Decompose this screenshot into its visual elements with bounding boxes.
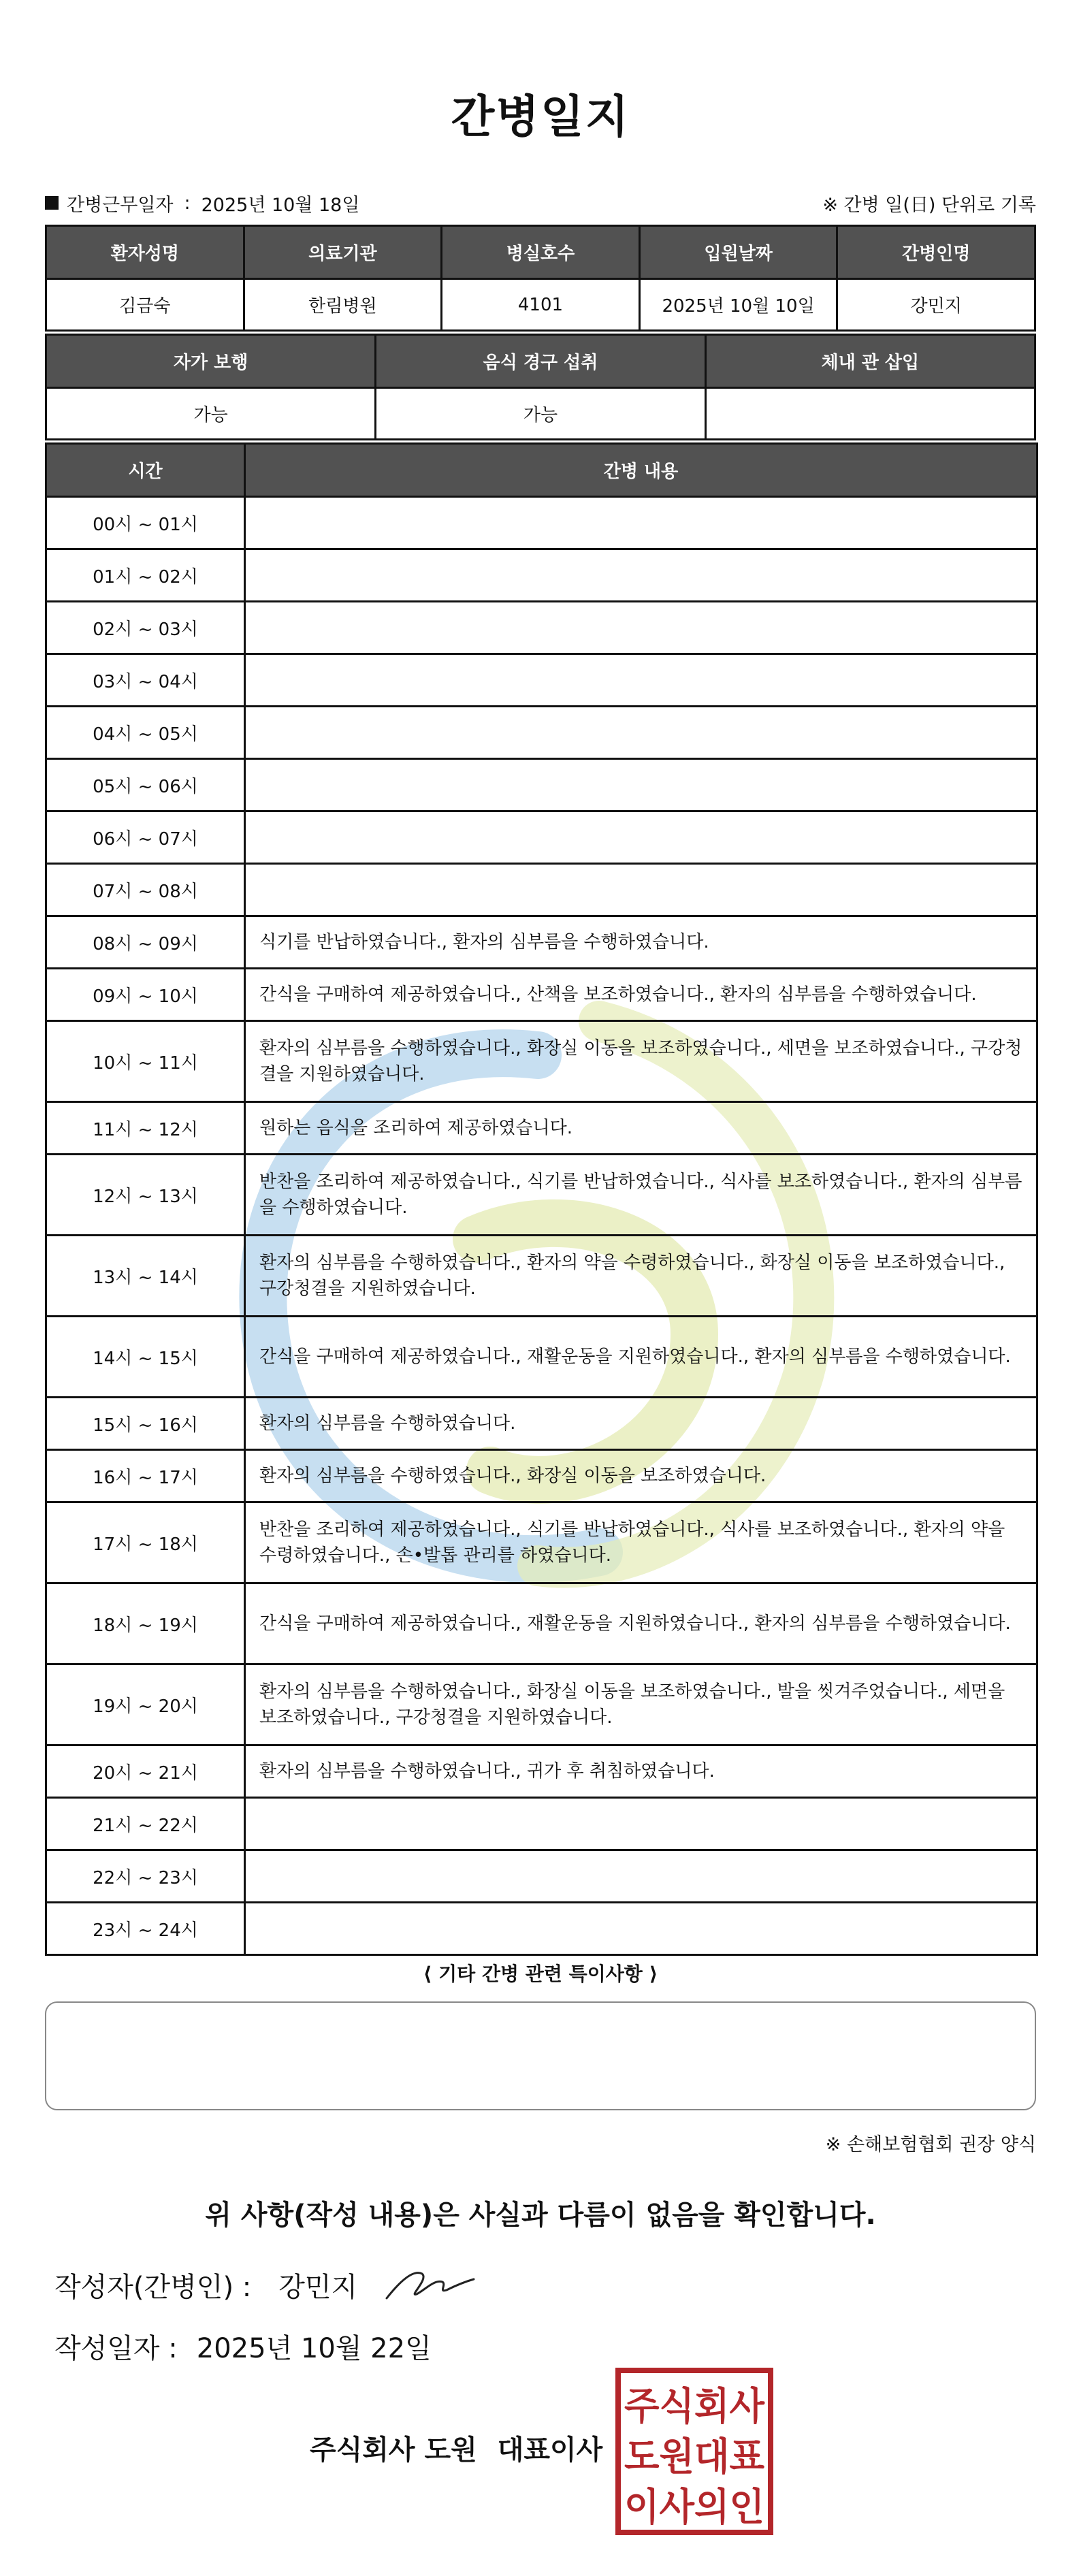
log-time: 23시 ~ 24시 <box>46 1903 245 1955</box>
table-row <box>46 1903 1037 1955</box>
log-time: 18시 ~ 19시 <box>46 1583 245 1664</box>
seal-line-3: 이사의인 <box>624 2485 764 2530</box>
written-date-row <box>54 2327 432 2366</box>
table-row <box>46 811 1037 864</box>
tube-insertion-value <box>705 388 1035 440</box>
table-row <box>46 1155 1037 1236</box>
confirmation-statement: 위 사항(작성 내용)은 사실과 다름이 없음을 확인합니다. <box>205 2200 876 2231</box>
care-log-table <box>45 442 1038 1956</box>
log-time: 00시 ~ 01시 <box>46 497 245 549</box>
table-row <box>46 1745 1037 1798</box>
table-row <box>46 1398 1037 1450</box>
written-date-label: 작성일자 : <box>54 2333 178 2364</box>
log-content[interactable]: 간식을 구매하여 제공하였습니다., 재활운동을 지원하였습니다., 환자의 심부름을 수행하였습니다. <box>245 1583 1037 1664</box>
log-time: 17시 ~ 18시 <box>46 1502 245 1583</box>
log-content[interactable] <box>245 1850 1037 1903</box>
self-walking-value: 가능 <box>46 388 376 440</box>
log-content[interactable] <box>245 654 1037 707</box>
log-time: 15시 ~ 16시 <box>46 1398 245 1450</box>
header-oral-intake: 음식 경구 섭취 <box>376 335 705 388</box>
company-representative: 대표이사 <box>497 2434 603 2466</box>
table-row <box>46 1317 1037 1398</box>
log-time: 07시 ~ 08시 <box>46 864 245 916</box>
care-date-value: 2025년 10월 18일 <box>201 194 360 216</box>
log-time: 21시 ~ 22시 <box>46 1798 245 1850</box>
oral-intake-value: 가능 <box>376 388 705 440</box>
log-time: 16시 ~ 17시 <box>46 1450 245 1502</box>
header-room: 병실호수 <box>442 226 640 279</box>
header-self-walking: 자가 보행 <box>46 335 376 388</box>
log-time: 06시 ~ 07시 <box>46 811 245 864</box>
log-content[interactable]: 환자의 심부름을 수행하였습니다., 환자의 약을 수령하였습니다., 화장실 이동을 보조하였습니다., 구강청결을 지원하였습니다. <box>245 1236 1037 1317</box>
log-time: 01시 ~ 02시 <box>46 549 245 602</box>
table-row <box>46 549 1037 602</box>
log-time: 08시 ~ 09시 <box>46 916 245 969</box>
log-time: 10시 ~ 11시 <box>46 1021 245 1102</box>
log-content[interactable]: 환자의 심부름을 수행하였습니다., 화장실 이동을 보조하였습니다., 세면을 보조하였습니다., 구강청결을 지원하였습니다. <box>245 1021 1037 1102</box>
company-signature <box>310 2428 602 2467</box>
institution: 한림병원 <box>244 279 442 331</box>
table-row <box>46 969 1037 1021</box>
log-content[interactable] <box>245 707 1037 759</box>
log-time: 11시 ~ 12시 <box>46 1102 245 1155</box>
table-row <box>46 1664 1037 1745</box>
log-time: 22시 ~ 23시 <box>46 1850 245 1903</box>
log-content[interactable]: 환자의 심부름을 수행하였습니다., 화장실 이동을 보조하였습니다. <box>245 1450 1037 1502</box>
log-time: 05시 ~ 06시 <box>46 759 245 811</box>
log-content[interactable] <box>245 602 1037 654</box>
header-institution: 의료기관 <box>244 226 442 279</box>
header-caregiver: 간병인명 <box>837 226 1035 279</box>
log-content[interactable]: 반찬을 조리하여 제공하였습니다., 식기를 반납하였습니다., 식사를 보조하였습니다., 환자의 약을 수령하였습니다., 손•발톱 관리를 하였습니다. <box>245 1502 1037 1583</box>
room-number: 4101 <box>442 279 640 331</box>
ability-table <box>45 334 1036 440</box>
writer-row <box>54 2266 357 2304</box>
log-time: 04시 ~ 05시 <box>46 707 245 759</box>
log-content[interactable] <box>245 1798 1037 1850</box>
log-content[interactable] <box>245 864 1037 916</box>
header-tube-insertion: 체내 관 삽입 <box>705 335 1035 388</box>
table-row <box>46 1583 1037 1664</box>
header-patient-name: 환자성명 <box>46 226 244 279</box>
care-date-colon: : <box>184 192 191 214</box>
log-content[interactable] <box>245 1903 1037 1955</box>
log-time: 19시 ~ 20시 <box>46 1664 245 1745</box>
log-time: 12시 ~ 13시 <box>46 1155 245 1236</box>
log-content[interactable] <box>245 497 1037 549</box>
seal-line-1: 주식회사 <box>624 2385 765 2429</box>
log-content[interactable] <box>245 549 1037 602</box>
table-row <box>46 654 1037 707</box>
table-row <box>46 707 1037 759</box>
log-content[interactable]: 환자의 심부름을 수행하였습니다. <box>245 1398 1037 1450</box>
header-care-content: 간병 내용 <box>245 444 1037 497</box>
table-row <box>46 1102 1037 1155</box>
table-row <box>46 864 1037 916</box>
writer-name: 강민지 <box>278 2272 358 2303</box>
caregiver-name: 강민지 <box>837 279 1035 331</box>
header-admission-date: 입원날짜 <box>639 226 837 279</box>
log-content[interactable]: 원하는 음식을 조리하여 제공하였습니다. <box>245 1102 1037 1155</box>
writer-label: 작성자(간병인) : <box>54 2272 252 2303</box>
table-row <box>46 497 1037 549</box>
log-content[interactable]: 환자의 심부름을 수행하였습니다., 귀가 후 취침하였습니다. <box>245 1745 1037 1798</box>
square-bullet-icon <box>45 196 59 210</box>
company-name: 주식회사 도원 <box>310 2434 477 2466</box>
meta-row <box>45 189 1036 216</box>
care-date <box>45 190 359 216</box>
log-time: 09시 ~ 10시 <box>46 969 245 1021</box>
log-content[interactable] <box>245 759 1037 811</box>
signature <box>381 2259 477 2306</box>
recommend-note: ※ 손해보험협회 권장 양식 <box>825 2134 1036 2155</box>
remarks-title: ⟨ 기타 간병 관련 특이사항 ⟩ <box>423 1963 658 1985</box>
log-content[interactable]: 반찬을 조리하여 제공하였습니다., 식기를 반납하였습니다., 식사를 보조하였습니다., 환자의 심부름을 수행하였습니다. <box>245 1155 1037 1236</box>
log-content[interactable] <box>245 811 1037 864</box>
seal-line-2: 도원대표 <box>624 2435 764 2479</box>
header-time: 시간 <box>46 444 245 497</box>
log-content[interactable]: 간식을 구매하여 제공하였습니다., 재활운동을 지원하였습니다., 환자의 심부름을 수행하였습니다. <box>245 1317 1037 1398</box>
written-date-value: 2025년 10월 22일 <box>196 2333 432 2364</box>
log-time: 20시 ~ 21시 <box>46 1745 245 1798</box>
table-row <box>46 1798 1037 1850</box>
patient-table <box>45 225 1036 332</box>
remarks-box[interactable] <box>45 2001 1036 2110</box>
log-time: 03시 ~ 04시 <box>46 654 245 707</box>
log-time: 13시 ~ 14시 <box>46 1236 245 1317</box>
table-row <box>46 1850 1037 1903</box>
log-content[interactable]: 환자의 심부름을 수행하였습니다., 화장실 이동을 보조하였습니다., 발을 씻겨주었습니다., 세면을 보조하였습니다., 구강청결을 지원하였습니다. <box>245 1664 1037 1745</box>
log-time: 14시 ~ 15시 <box>46 1317 245 1398</box>
care-date-label: 간병근무일자 <box>67 194 174 216</box>
admission-date: 2025년 10월 10일 <box>639 279 837 331</box>
unit-note: ※ 간병 일(日) 단위로 기록 <box>822 194 1036 216</box>
table-row <box>46 602 1037 654</box>
log-content[interactable]: 간식을 구매하여 제공하였습니다., 산책을 보조하였습니다., 환자의 심부름을 수행하였습니다. <box>245 969 1037 1021</box>
table-row <box>46 1236 1037 1317</box>
table-row <box>46 1450 1037 1502</box>
table-row <box>46 1021 1037 1102</box>
table-row <box>46 1502 1037 1583</box>
company-seal <box>614 2366 775 2537</box>
page-title: 간병일지 <box>451 91 630 143</box>
table-row <box>46 916 1037 969</box>
patient-name: 김금숙 <box>46 279 244 331</box>
log-time: 02시 ~ 03시 <box>46 602 245 654</box>
table-row <box>46 759 1037 811</box>
log-content[interactable]: 식기를 반납하였습니다., 환자의 심부름을 수행하였습니다. <box>245 916 1037 969</box>
